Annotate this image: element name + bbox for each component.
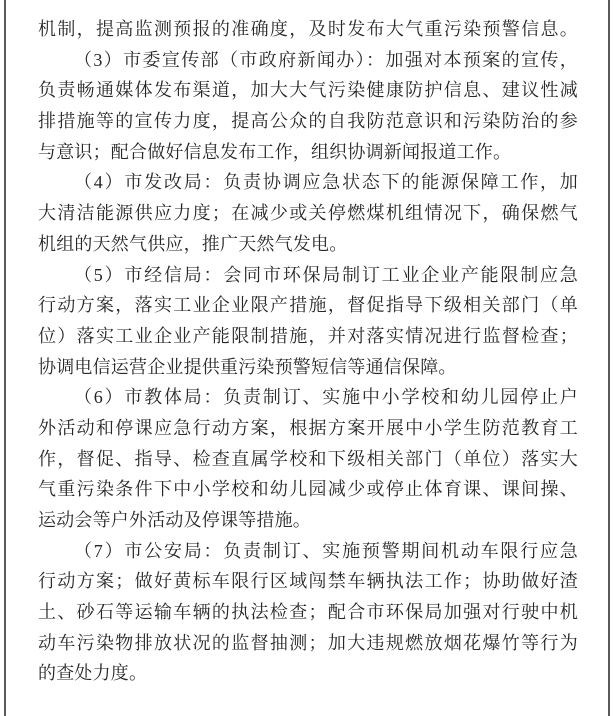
- text-line: 与意识；配合做好信息发布工作，组织协调新闻报道工作。: [38, 141, 512, 162]
- paragraph: [38, 14, 578, 45]
- text-line: 协调电信运营企业提供重污染预警短信等通信保障。: [38, 356, 457, 377]
- paragraph: [38, 536, 578, 689]
- text-line: 负责畅通媒体发布渠道，加大大气污染健康防护信息、建议性减: [38, 80, 578, 101]
- paragraph: [38, 167, 578, 259]
- text-line: 大清洁能源供应力度；在减少或关停燃煤机组情况下，确保燃气: [38, 203, 578, 224]
- text-line: 土、砂石等运输车辆的执法检查；配合市环保局加强对行驶中机: [38, 602, 578, 623]
- paragraph: [38, 382, 578, 535]
- text-line: （3）市委宣传部（市政府新闻办）：加强对本预案的宣传，: [74, 49, 578, 70]
- text-line: （4）市发改局：负责协调应急状态下的能源保障工作，加: [74, 172, 578, 193]
- text-line: 外活动和停课应急行动方案，根据方案开展中小学生防范教育工: [38, 417, 578, 438]
- text-line: 行动方案，落实工业企业限产措施，督促指导下级相关部门（单: [38, 295, 578, 316]
- text-line: 动车污染物排放状况的监督抽测；加大违规燃放烟花爆竹等行为: [38, 632, 578, 653]
- text-line: （7）市公安局：负责制订、实施预警期间机动车限行应急: [74, 540, 578, 561]
- text-line: 的查处力度。: [38, 663, 148, 684]
- paragraph: [38, 260, 578, 383]
- paragraph: [38, 45, 578, 168]
- text-line: 作，督促、指导、检查直属学校和下级相关部门（单位）落实大: [38, 448, 578, 469]
- page-right-edge-line: [608, 0, 610, 716]
- page-left-edge-line: [4, 0, 6, 716]
- text-line: 机组的天然气供应，推广天然气发电。: [38, 233, 348, 254]
- text-line: 机制，提高监测预报的准确度，及时发布大气重污染预警信息。: [38, 19, 578, 39]
- document-text: [38, 14, 578, 689]
- text-line: （5）市经信局：会同市环保局制订工业企业产能限制应急: [74, 264, 578, 285]
- text-line: （6）市教体局：负责制订、实施中小学校和幼儿园停止户: [74, 387, 578, 408]
- text-line: 气重污染条件下中小学校和幼儿园减少或停止体育课、课间操、: [38, 479, 578, 500]
- text-line: 位）落实工业企业产能限制措施，并对落实情况进行监督检查；: [38, 325, 578, 346]
- text-line: 排措施等的宣传力度，提高公众的自我防范意识和污染防治的参: [38, 111, 578, 132]
- text-line: 运动会等户外活动及停课等措施。: [38, 510, 311, 530]
- text-line: 行动方案；做好黄标车限行区域闯禁车辆执法工作；协助做好渣: [38, 571, 578, 592]
